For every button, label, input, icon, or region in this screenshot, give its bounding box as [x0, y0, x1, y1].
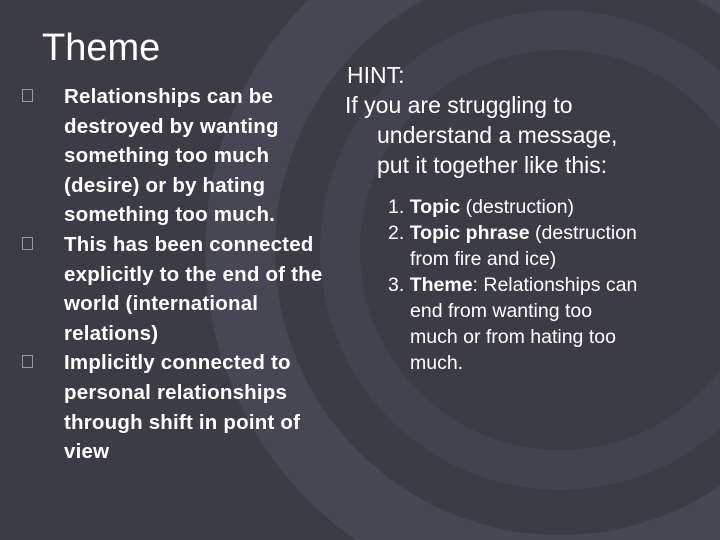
bullet-text: This has been connected explicitly to the end of the world (international relations)	[64, 232, 323, 345]
slide-title: Theme	[42, 27, 161, 69]
hint-panel	[345, 60, 645, 376]
square-bullet-icon	[22, 355, 33, 368]
bullet-text: Implicitly connected to personal relationships through shift in point of view	[64, 351, 301, 464]
bullet-list	[22, 82, 342, 467]
bullet-text: Relationships can be destroyed by wanting something too much (desire) or by hating something too much.	[64, 85, 279, 227]
step-number: 1.	[388, 196, 405, 218]
bullet-item	[22, 230, 342, 348]
step-number: 2.	[388, 222, 405, 244]
step-text: (destruction from fire and ice)	[410, 222, 637, 270]
step-text: (destruction)	[460, 196, 575, 218]
hint-step	[355, 272, 645, 376]
hint-steps	[345, 194, 645, 376]
step-number: 3.	[388, 274, 405, 296]
step-keyword: Topic	[409, 196, 461, 218]
hint-step	[355, 220, 645, 272]
hint-intro: If you are struggling to understand a message, put it together like this:	[345, 92, 618, 178]
bullet-item	[22, 82, 342, 230]
square-bullet-icon	[22, 237, 33, 250]
step-text: : Relationships can end from wanting too much or from hating too much.	[410, 274, 638, 374]
step-keyword: Topic phrase	[409, 222, 530, 244]
hint-heading: HINT:	[347, 62, 405, 88]
step-keyword: Theme	[409, 274, 473, 296]
hint-step	[355, 194, 645, 220]
square-bullet-icon	[22, 89, 33, 102]
bullet-item	[22, 348, 342, 466]
